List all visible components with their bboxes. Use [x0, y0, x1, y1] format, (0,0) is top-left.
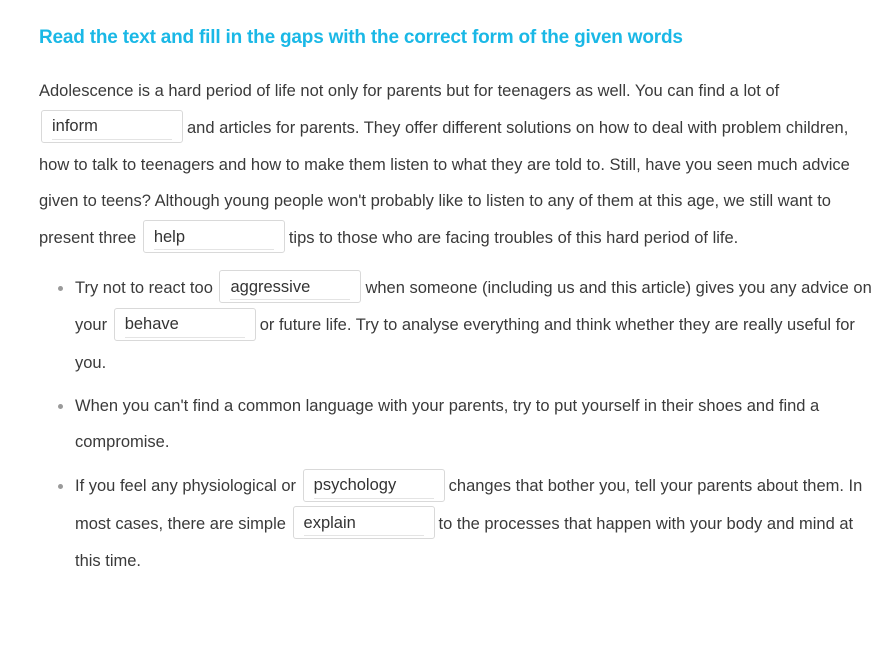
gap-input-psychology[interactable]	[314, 474, 434, 499]
gap-psychology	[303, 469, 445, 502]
tip3-text-2: changes that bother you, tell your parents about them. In most cases, there are simple	[75, 477, 863, 533]
tip1-text-1: Try not to react too	[75, 278, 213, 297]
gap-help	[143, 220, 285, 253]
intro-paragraph	[39, 73, 869, 257]
gap-input-explain[interactable]	[304, 511, 424, 536]
tip1-text-3: or future life. Try to analyse everything and think whether they are really useful for you.	[75, 316, 855, 372]
gap-aggressive	[219, 270, 361, 303]
exercise-title: Read the text and fill in the gaps with the correct form of the given words	[39, 27, 683, 48]
gap-input-inform[interactable]	[52, 115, 172, 140]
tip1-text-2: when someone (including us and this article) gives you any advice on your	[75, 278, 872, 335]
list-item	[75, 388, 875, 460]
tip3-text-1: If you feel any physiological or	[75, 477, 297, 496]
gap-explain	[293, 506, 435, 539]
tip2-text: When you can't find a common language with your parents, try to put yourself in their shoes and find a compromise.	[75, 397, 820, 452]
gap-input-aggressive[interactable]	[230, 275, 350, 300]
gap-inform	[41, 110, 183, 143]
list-item	[75, 468, 875, 581]
gap-input-behave[interactable]	[125, 313, 245, 338]
intro-text-1: Adolescence is a hard period of life not only for parents but for teenagers as well. You can find a lot of	[39, 82, 780, 100]
intro-text-3: tips to those who are facing troubles of this hard period of life.	[288, 229, 739, 248]
list-item	[75, 270, 875, 383]
intro-text-2: and articles for parents. They offer different solutions on how to deal with problem children, how to talk to teenagers and how to make them listen to what they are told to. Still, have you seen much advice given to teens? Although young people won't probably like to listen to any of them at this age, we still want to present three	[39, 118, 850, 248]
gap-input-help[interactable]	[154, 225, 274, 250]
gap-behave	[114, 308, 256, 341]
tip3-text-3: to the processes that happen with your body and mind at this time.	[75, 514, 854, 571]
tips-list	[39, 270, 875, 581]
